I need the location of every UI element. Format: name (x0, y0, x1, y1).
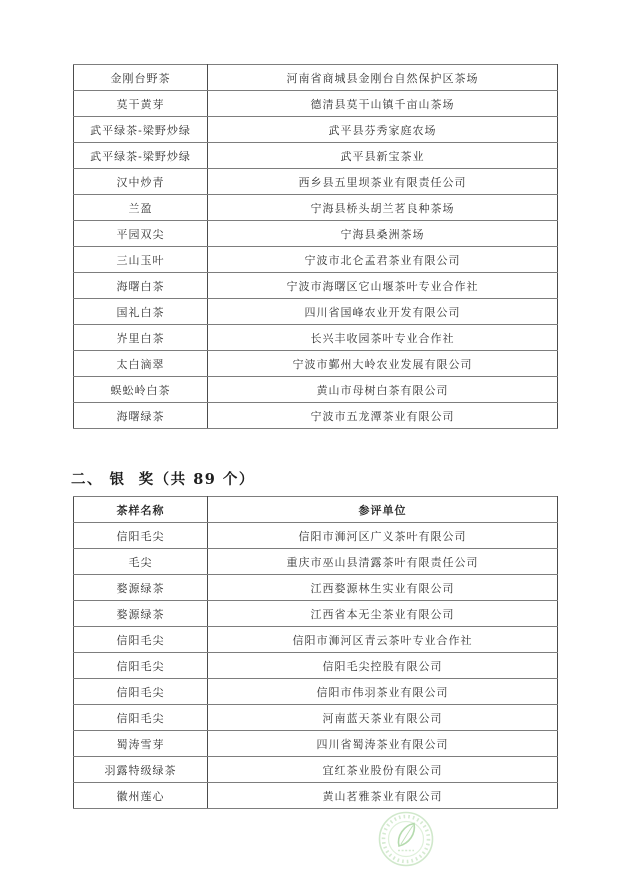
table-row (74, 403, 558, 429)
tea-name-cell: 信阳毛尖 (74, 523, 208, 549)
table-row (74, 65, 558, 91)
table-row (74, 705, 558, 731)
unit-cell: 武平县芬秀家庭农场 (208, 117, 558, 143)
tea-name-cell: 蜈蚣岭白茶 (74, 377, 208, 403)
table-row (74, 169, 558, 195)
table-row (74, 325, 558, 351)
unit-cell: 黄山市母树白茶有限公司 (208, 377, 558, 403)
silver-award-table (73, 496, 558, 809)
tea-name-cell: 海曙绿茶 (74, 403, 208, 429)
tea-name-cell: 信阳毛尖 (74, 653, 208, 679)
unit-cell: 河南蓝天茶业有限公司 (208, 705, 558, 731)
table-header-row (74, 497, 558, 523)
unit-cell: 信阳市浉河区广义茶叶有限公司 (208, 523, 558, 549)
table-row (74, 91, 558, 117)
table-row (74, 627, 558, 653)
unit-cell: 宁波市五龙潭茶业有限公司 (208, 403, 558, 429)
table-row (74, 143, 558, 169)
tea-name-cell: 信阳毛尖 (74, 679, 208, 705)
tea-name-cell: 莫干黄芽 (74, 91, 208, 117)
unit-cell: 宁波市北仑孟君茶业有限公司 (208, 247, 558, 273)
tea-name-cell: 兰盈 (74, 195, 208, 221)
tea-name-cell: 蜀涛雪芽 (74, 731, 208, 757)
unit-cell: 重庆市巫山县清露茶叶有限责任公司 (208, 549, 558, 575)
unit-cell: 信阳市浉河区青云茶叶专业合作社 (208, 627, 558, 653)
table-row (74, 679, 558, 705)
table-row (74, 247, 558, 273)
unit-cell: 宜红茶业股份有限公司 (208, 757, 558, 783)
unit-cell: 黄山茗雅茶业有限公司 (208, 783, 558, 809)
tea-name-cell: 国礼白茶 (74, 299, 208, 325)
table-row (74, 351, 558, 377)
table-row (74, 195, 558, 221)
unit-cell: 宁海县桑洲茶场 (208, 221, 558, 247)
tea-name-cell: 婺源绿茶 (74, 575, 208, 601)
unit-cell: 宁海县桥头胡兰茗良种茶场 (208, 195, 558, 221)
tea-name-cell: 信阳毛尖 (74, 627, 208, 653)
col-header-tea-name: 茶样名称 (74, 497, 208, 523)
tea-name-cell: 信阳毛尖 (74, 705, 208, 731)
tea-leaf-seal-icon (377, 810, 435, 868)
table-row (74, 221, 558, 247)
unit-cell: 四川省国峰农业开发有限公司 (208, 299, 558, 325)
tea-name-cell: 武平绿茶-梁野炒绿 (74, 117, 208, 143)
table-row (74, 731, 558, 757)
tea-name-cell: 徽州莲心 (74, 783, 208, 809)
table-row (74, 757, 558, 783)
tea-name-cell: 三山玉叶 (74, 247, 208, 273)
table-row (74, 601, 558, 627)
silver-award-heading: 二、 银 奖（共 89 个） (71, 471, 255, 488)
tea-name-cell: 婺源绿茶 (74, 601, 208, 627)
tea-name-cell: 毛尖 (74, 549, 208, 575)
table-row (74, 653, 558, 679)
table-row (74, 549, 558, 575)
table-row (74, 523, 558, 549)
tea-name-cell: 平园双尖 (74, 221, 208, 247)
unit-cell: 四川省蜀涛茶业有限公司 (208, 731, 558, 757)
unit-cell: 德清县莫干山镇千亩山茶场 (208, 91, 558, 117)
tea-name-cell: 金刚台野茶 (74, 65, 208, 91)
tea-name-cell: 太白滴翠 (74, 351, 208, 377)
unit-cell: 信阳毛尖控股有限公司 (208, 653, 558, 679)
tea-name-cell: 羽露特级绿茶 (74, 757, 208, 783)
unit-cell: 宁波市海曙区它山堰茶叶专业合作社 (208, 273, 558, 299)
table-row (74, 783, 558, 809)
unit-cell: 宁波市鄞州大岭农业发展有限公司 (208, 351, 558, 377)
unit-cell: 长兴丰收园茶叶专业合作社 (208, 325, 558, 351)
table-row (74, 575, 558, 601)
unit-cell: 江西婺源林生实业有限公司 (208, 575, 558, 601)
unit-cell: 西乡县五里坝茶业有限责任公司 (208, 169, 558, 195)
unit-cell: 江西省本无尘茶业有限公司 (208, 601, 558, 627)
tea-name-cell: 岕里白茶 (74, 325, 208, 351)
unit-cell: 武平县新宝茶业 (208, 143, 558, 169)
tea-name-cell: 海曙白茶 (74, 273, 208, 299)
gold-award-table (73, 64, 558, 429)
table-row (74, 299, 558, 325)
unit-cell: 河南省商城县金刚台自然保护区茶场 (208, 65, 558, 91)
table-row (74, 377, 558, 403)
tea-name-cell: 武平绿茶-梁野炒绿 (74, 143, 208, 169)
table-row (74, 117, 558, 143)
tea-name-cell: 汉中炒青 (74, 169, 208, 195)
col-header-unit: 参评单位 (208, 497, 558, 523)
unit-cell: 信阳市伟羽茶业有限公司 (208, 679, 558, 705)
table-row (74, 273, 558, 299)
